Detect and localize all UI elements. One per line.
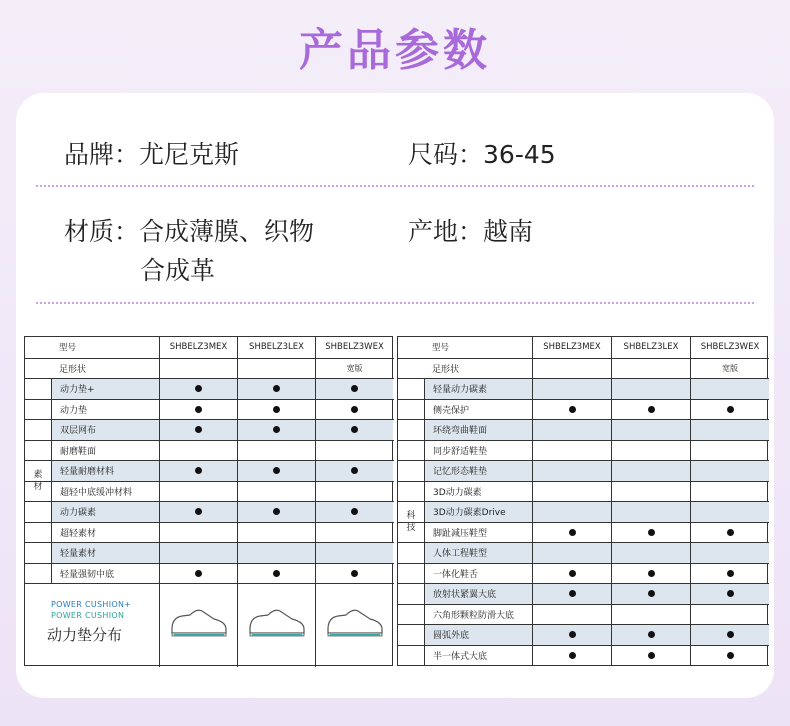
row-cell	[611, 420, 690, 440]
row-name: 环绕弯曲鞋面	[424, 420, 532, 440]
shoe-cushion-cell-0	[159, 584, 237, 667]
header-model-0: SHBELZ3MEX	[532, 337, 611, 358]
check-dot-icon	[351, 426, 358, 433]
row-cell	[532, 461, 611, 481]
material-row	[64, 213, 314, 251]
brand-value: 尤尼克斯	[139, 140, 240, 169]
table-row	[398, 419, 769, 440]
row-cell	[611, 625, 690, 645]
row-cell	[611, 400, 690, 420]
table-row	[398, 378, 769, 399]
row-cell	[690, 379, 769, 399]
row-cell	[611, 584, 690, 604]
check-dot-icon	[351, 467, 358, 474]
check-dot-icon	[648, 590, 655, 597]
shoe-cushion-cell-2	[315, 584, 393, 667]
table-row	[25, 542, 394, 563]
row-name: 超轻中底缓冲材料	[51, 482, 159, 502]
cushion-title: 动力垫分布	[47, 626, 123, 644]
header-model-label: 型号	[432, 343, 450, 354]
row-cell	[315, 564, 393, 584]
row-cell	[532, 482, 611, 502]
check-dot-icon	[273, 406, 280, 413]
shoe-cushion-cell-1	[237, 584, 315, 667]
table-header-row	[25, 337, 394, 358]
check-dot-icon	[273, 467, 280, 474]
brand-row	[64, 136, 239, 174]
check-dot-icon	[569, 570, 576, 577]
table-row	[398, 624, 769, 645]
row-cell	[532, 543, 611, 563]
row-cell	[532, 564, 611, 584]
header-model-1: SHBELZ3LEX	[237, 337, 315, 358]
row-cell	[159, 543, 237, 563]
check-dot-icon	[648, 631, 655, 638]
foot-shape-row	[398, 358, 769, 379]
row-cell	[690, 502, 769, 522]
table-row	[398, 481, 769, 502]
table-row	[25, 460, 394, 481]
table-row	[25, 501, 394, 522]
header-model-0: SHBELZ3MEX	[159, 337, 237, 358]
row-cell	[237, 502, 315, 522]
table-row	[398, 522, 769, 543]
row-cell	[159, 441, 237, 461]
row-cell	[159, 482, 237, 502]
row-cell	[237, 543, 315, 563]
row-cell	[532, 523, 611, 543]
check-dot-icon	[351, 385, 358, 392]
row-cell	[611, 646, 690, 666]
check-dot-icon	[195, 385, 202, 392]
row-cell	[315, 420, 393, 440]
table-row	[25, 440, 394, 461]
foot-shape-value-0	[532, 359, 611, 379]
row-name: 六角形颗粒防滑大底	[424, 605, 532, 625]
header-model-2: SHBELZ3WEX	[690, 337, 769, 358]
check-dot-icon	[273, 570, 280, 577]
group-label-text: 素材	[33, 470, 43, 492]
row-name: 轻量强韧中底	[51, 564, 159, 584]
foot-shape-value-0	[159, 359, 237, 379]
check-dot-icon	[727, 406, 734, 413]
origin-label: 产地：	[408, 217, 484, 246]
row-cell	[532, 605, 611, 625]
row-cell	[159, 400, 237, 420]
header-model-label: 型号	[59, 343, 77, 354]
check-dot-icon	[727, 570, 734, 577]
row-cell	[315, 379, 393, 399]
check-dot-icon	[351, 570, 358, 577]
check-dot-icon	[569, 406, 576, 413]
row-name: 耐磨鞋面	[51, 441, 159, 461]
row-cell	[159, 502, 237, 522]
foot-shape-label: 足形状	[59, 364, 87, 375]
row-cell	[315, 461, 393, 481]
row-name: 动力碳素	[51, 502, 159, 522]
origin-value: 越南	[483, 217, 534, 246]
size-row	[408, 136, 556, 174]
row-name: 脚趾减压鞋型	[424, 523, 532, 543]
table-row	[25, 522, 394, 543]
table-row	[398, 604, 769, 625]
group-label	[398, 378, 424, 665]
brand-label: 品牌：	[64, 140, 140, 169]
table-row	[398, 440, 769, 461]
row-cell	[690, 523, 769, 543]
check-dot-icon	[569, 631, 576, 638]
foot-shape-value-1	[237, 359, 315, 379]
row-cell	[237, 441, 315, 461]
check-dot-icon	[727, 529, 734, 536]
check-dot-icon	[351, 508, 358, 515]
table-row	[398, 460, 769, 481]
row-cell	[611, 605, 690, 625]
row-cell	[159, 420, 237, 440]
cushion-legend	[25, 584, 159, 667]
check-dot-icon	[569, 529, 576, 536]
row-cell	[315, 543, 393, 563]
check-dot-icon	[569, 652, 576, 659]
check-dot-icon	[648, 570, 655, 577]
row-cell	[237, 420, 315, 440]
row-cell	[159, 564, 237, 584]
row-cell	[237, 400, 315, 420]
page-title: 产品参数	[299, 25, 491, 76]
header-model-2: SHBELZ3WEX	[315, 337, 393, 358]
table-row	[398, 399, 769, 420]
foot-shape-value-2: 宽版	[690, 359, 769, 379]
row-name: 同步舒适鞋垫	[424, 441, 532, 461]
row-name: 动力垫+	[51, 379, 159, 399]
table-row	[398, 645, 769, 666]
row-name: 3D动力碳素	[424, 482, 532, 502]
materials-table	[24, 336, 393, 666]
table-row	[398, 501, 769, 522]
row-cell	[611, 461, 690, 481]
table-footer-spacer	[398, 665, 769, 667]
row-cell	[611, 379, 690, 399]
row-name: 人体工程鞋型	[424, 543, 532, 563]
row-cell	[690, 482, 769, 502]
check-dot-icon	[195, 467, 202, 474]
row-name: 超轻素材	[51, 523, 159, 543]
row-cell	[315, 441, 393, 461]
row-name: 半一体式大底	[424, 646, 532, 666]
check-dot-icon	[727, 652, 734, 659]
row-name: 放射状紧翼大底	[424, 584, 532, 604]
foot-shape-row	[25, 358, 394, 379]
foot-shape-value-2: 宽版	[315, 359, 393, 379]
row-cell	[690, 605, 769, 625]
size-label: 尺码：	[408, 140, 484, 169]
row-name: 轻量素材	[51, 543, 159, 563]
header-model-1: SHBELZ3LEX	[611, 337, 690, 358]
row-name: 动力垫	[51, 400, 159, 420]
row-cell	[237, 564, 315, 584]
row-cell	[690, 564, 769, 584]
row-cell	[611, 441, 690, 461]
cushion-row	[25, 583, 394, 667]
row-cell	[315, 400, 393, 420]
table-row	[398, 563, 769, 584]
check-dot-icon	[648, 652, 655, 659]
size-value: 36-45	[483, 140, 556, 169]
group-label-text: 科技	[406, 511, 416, 533]
row-cell	[159, 461, 237, 481]
row-cell	[611, 543, 690, 563]
row-cell	[611, 502, 690, 522]
table-header-row	[398, 337, 769, 358]
check-dot-icon	[727, 631, 734, 638]
check-dot-icon	[195, 426, 202, 433]
row-cell	[532, 584, 611, 604]
row-cell	[690, 461, 769, 481]
row-cell	[315, 523, 393, 543]
check-dot-icon	[351, 406, 358, 413]
row-cell	[690, 420, 769, 440]
row-cell	[532, 379, 611, 399]
table-row	[25, 419, 394, 440]
row-cell	[532, 625, 611, 645]
row-cell	[237, 482, 315, 502]
row-cell	[532, 646, 611, 666]
table-row	[398, 583, 769, 604]
material-value-1: 合成薄膜、织物	[139, 217, 315, 246]
check-dot-icon	[727, 590, 734, 597]
power-cushion-plus-label: POWER CUSHION+	[51, 600, 132, 609]
row-cell	[315, 502, 393, 522]
divider-1	[36, 185, 754, 187]
check-dot-icon	[569, 590, 576, 597]
shoe-outline-icon	[168, 607, 230, 645]
table-row	[25, 563, 394, 584]
divider-2	[36, 302, 754, 304]
shoe-outline-icon	[324, 607, 386, 645]
row-cell	[690, 400, 769, 420]
row-name: 记忆形态鞋垫	[424, 461, 532, 481]
row-name: 3D动力碳素Drive	[424, 502, 532, 522]
row-cell	[611, 482, 690, 502]
check-dot-icon	[273, 426, 280, 433]
technology-table	[397, 336, 768, 666]
origin-row	[408, 213, 533, 251]
table-row	[25, 481, 394, 502]
row-cell	[611, 564, 690, 584]
row-cell	[237, 523, 315, 543]
row-cell	[532, 441, 611, 461]
table-row	[25, 399, 394, 420]
row-name: 圆弧外底	[424, 625, 532, 645]
table-row	[25, 378, 394, 399]
row-cell	[159, 379, 237, 399]
row-cell	[532, 420, 611, 440]
material-label: 材质：	[64, 217, 140, 246]
row-cell	[237, 461, 315, 481]
foot-shape-value-1	[611, 359, 690, 379]
row-cell	[532, 400, 611, 420]
row-cell	[315, 482, 393, 502]
row-name: 一体化鞋舌	[424, 564, 532, 584]
row-name: 轻量耐磨材料	[51, 461, 159, 481]
row-cell	[532, 502, 611, 522]
row-name: 双层网布	[51, 420, 159, 440]
row-cell	[159, 523, 237, 543]
row-cell	[611, 523, 690, 543]
row-cell	[690, 441, 769, 461]
check-dot-icon	[195, 406, 202, 413]
material-value-2: 合成革	[140, 256, 216, 285]
row-cell	[237, 379, 315, 399]
power-cushion-label: POWER CUSHION	[51, 611, 125, 620]
check-dot-icon	[195, 508, 202, 515]
row-cell	[690, 625, 769, 645]
check-dot-icon	[195, 570, 202, 577]
check-dot-icon	[648, 529, 655, 536]
material-row-2	[140, 252, 215, 290]
group-label	[25, 378, 51, 583]
shoe-outline-icon	[246, 607, 308, 645]
row-cell	[690, 646, 769, 666]
foot-shape-label: 足形状	[432, 364, 460, 375]
row-name: 侧壳保护	[424, 400, 532, 420]
table-row	[398, 542, 769, 563]
row-name: 轻量动力碳素	[424, 379, 532, 399]
check-dot-icon	[273, 508, 280, 515]
check-dot-icon	[273, 385, 280, 392]
row-cell	[690, 584, 769, 604]
row-cell	[690, 543, 769, 563]
check-dot-icon	[648, 406, 655, 413]
